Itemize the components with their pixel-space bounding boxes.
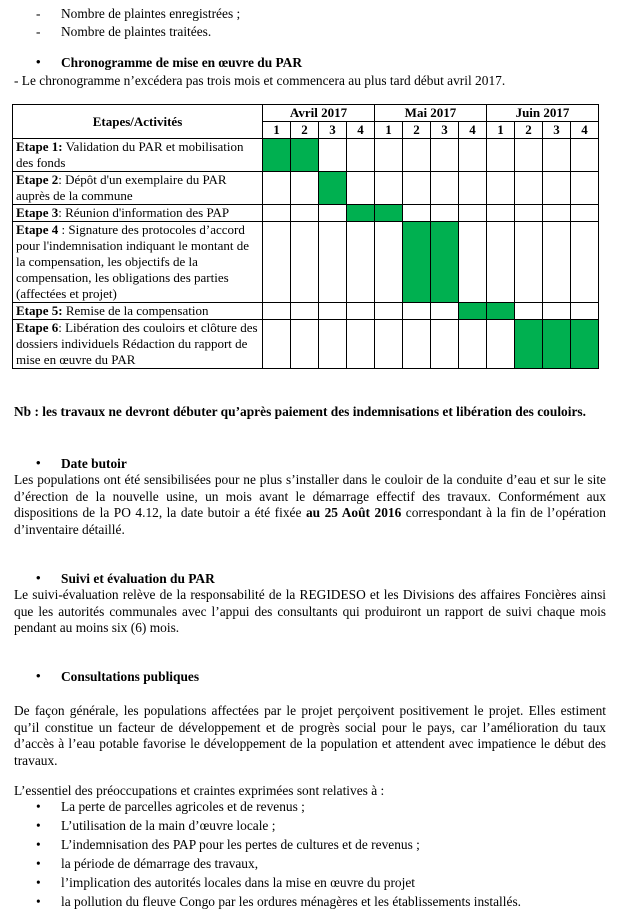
gantt-empty-cell [347, 303, 375, 320]
gantt-empty-cell [515, 205, 543, 222]
gantt-empty-cell [291, 205, 319, 222]
bullet-icon: • [36, 894, 41, 909]
gantt-empty-cell [487, 172, 515, 205]
gantt-empty-cell [487, 222, 515, 303]
gantt-empty-cell [347, 139, 375, 172]
gantt-empty-cell [347, 222, 375, 303]
gantt-empty-cell [263, 320, 291, 369]
table-row [13, 139, 599, 172]
gantt-empty-cell [263, 303, 291, 320]
gantt-bar-cell [263, 139, 291, 172]
gantt-bar-cell [319, 172, 347, 205]
gantt-empty-cell [263, 172, 291, 205]
week-header: 2 [291, 122, 319, 139]
consultations-paragraph: De façon générale, les populations affectées par le projet perçoivent positivement le projet. Elles estiment qu’il constitue un facteur de développement et de progrès social pour le pays, car l’amélioration du taux d’accès à l’eau potable favorise le développement de la population et attendent avec impatience le début des travaux. [14, 703, 606, 768]
gantt-empty-cell [403, 320, 431, 369]
gantt-empty-cell [319, 222, 347, 303]
week-header: 3 [431, 122, 459, 139]
dash-marker: - [36, 6, 41, 21]
bullet-icon: • [36, 856, 41, 871]
gantt-empty-cell [403, 172, 431, 205]
dash-marker: - [36, 24, 41, 39]
date-butoir-paragraph: Les populations ont été sensibilisées pour ne plus s’installer dans le couloir de la conduite d’eau et sur le site d’érection de la nouvelle usine, un mois avant le démarrage effectif des travaux. Conformément aux dispositions de la PO 4.12, la date butoir a été fixée au 25 Août 2016 correspondant à la fin de l’opération d’inventaire détaillé. [14, 472, 607, 537]
week-header: 4 [571, 122, 599, 139]
gantt-empty-cell [431, 320, 459, 369]
gantt-empty-cell [347, 172, 375, 205]
table-row [13, 222, 599, 303]
gantt-empty-cell [403, 205, 431, 222]
week-header: 2 [515, 122, 543, 139]
week-header: 3 [319, 122, 347, 139]
gantt-empty-cell [291, 222, 319, 303]
gantt-bar-cell [571, 320, 599, 369]
gantt-empty-cell [375, 303, 403, 320]
gantt-empty-cell [431, 139, 459, 172]
gantt-empty-cell [431, 205, 459, 222]
gantt-empty-cell [459, 320, 487, 369]
gantt-empty-cell [571, 222, 599, 303]
gantt-empty-cell [571, 303, 599, 320]
gantt-empty-cell [487, 205, 515, 222]
gantt-empty-cell [571, 172, 599, 205]
gantt-bar-cell [459, 303, 487, 320]
gantt-empty-cell [431, 172, 459, 205]
gantt-empty-cell [571, 139, 599, 172]
activity-cell: Etape 3: Réunion d'information des PAP [13, 205, 263, 222]
week-header: 2 [403, 122, 431, 139]
bullet-icon: • [36, 818, 41, 833]
gantt-empty-cell [459, 139, 487, 172]
header-activities: Etapes/Activités [13, 105, 263, 139]
gantt-empty-cell [319, 205, 347, 222]
activity-cell: Etape 1: Validation du PAR et mobilisation des fonds [13, 139, 263, 172]
gantt-empty-cell [543, 139, 571, 172]
gantt-empty-cell [459, 222, 487, 303]
week-header: 4 [459, 122, 487, 139]
header-month: Avril 2017 [263, 105, 375, 122]
gantt-empty-cell [515, 172, 543, 205]
gantt-empty-cell [515, 303, 543, 320]
gantt-empty-cell [375, 172, 403, 205]
bullet-icon: • [36, 455, 41, 470]
bullet-icon: • [36, 799, 41, 814]
gantt-empty-cell [487, 139, 515, 172]
table-row [13, 205, 599, 222]
gantt-bar-cell [487, 303, 515, 320]
activity-cell: Etape 6: Libération des couloirs et clôture des dossiers individuels Rédaction du rapport de mise en œuvre du PAR [13, 320, 263, 369]
table-row [13, 303, 599, 320]
bullet-icon: • [36, 570, 41, 585]
gantt-empty-cell [319, 320, 347, 369]
gantt-empty-cell [263, 222, 291, 303]
week-header: 1 [375, 122, 403, 139]
header-month: Mai 2017 [375, 105, 487, 122]
bullet-icon: • [36, 668, 41, 683]
week-header: 3 [543, 122, 571, 139]
concerns-intro: L’essentiel des préoccupations et craintes exprimées sont relatives à : [14, 783, 385, 798]
gantt-bar-cell [543, 320, 571, 369]
gantt-empty-cell [431, 303, 459, 320]
gantt-empty-cell [291, 172, 319, 205]
gantt-empty-cell [459, 172, 487, 205]
gantt-empty-cell [319, 139, 347, 172]
gantt-bar-cell [347, 205, 375, 222]
table-row [13, 172, 599, 205]
gantt-empty-cell [459, 205, 487, 222]
activity-cell: Etape 4 : Signature des protocoles d’accord pour l'indemnisation indiquant le montant de la compensation, les objectifs de la compensation, les obligations des parties (affectées et projet) [13, 222, 263, 303]
gantt-empty-cell [515, 222, 543, 303]
week-header: 1 [487, 122, 515, 139]
gantt-empty-cell [291, 303, 319, 320]
table-row [13, 320, 599, 369]
gantt-bar-cell [515, 320, 543, 369]
header-month: Juin 2017 [487, 105, 599, 122]
gantt-empty-cell [543, 172, 571, 205]
suivi-paragraph: Le suivi-évaluation relève de la responsabilité de la REGIDESO et les Divisions des affaires Foncières ainsi que les autorités communales avec l’appui des consultants qui produiront un rapport de suivi chaque mois pendant au moins six (6) mois. [14, 587, 606, 635]
gantt-empty-cell [375, 139, 403, 172]
gantt-empty-cell [319, 303, 347, 320]
gantt-empty-cell [543, 222, 571, 303]
gantt-empty-cell [515, 139, 543, 172]
nb-note: Nb : les travaux ne devront débuter qu’après paiement des indemnisations et libération des couloirs. [14, 404, 586, 419]
bullet-icon: • [36, 875, 41, 890]
week-header: 4 [347, 122, 375, 139]
gantt-empty-cell [347, 320, 375, 369]
gantt-empty-cell [375, 320, 403, 369]
bullet-icon: • [36, 837, 41, 852]
activity-cell: Etape 2: Dépôt d'un exemplaire du PAR auprès de la commune [13, 172, 263, 205]
gantt-bar-cell [403, 222, 431, 303]
gantt-empty-cell [291, 320, 319, 369]
week-header: 1 [263, 122, 291, 139]
chrono-intro: - Le chronogramme n’excédera pas trois mois et commencera au plus tard début avril 2017. [14, 73, 506, 88]
gantt-table [12, 104, 599, 369]
gantt-bar-cell [291, 139, 319, 172]
gantt-empty-cell [403, 303, 431, 320]
gantt-empty-cell [543, 303, 571, 320]
gantt-empty-cell [571, 205, 599, 222]
gantt-empty-cell [403, 139, 431, 172]
gantt-bar-cell [375, 205, 403, 222]
gantt-empty-cell [375, 222, 403, 303]
activity-cell: Etape 5: Remise de la compensation [13, 303, 263, 320]
gantt-empty-cell [487, 320, 515, 369]
gantt-bar-cell [431, 222, 459, 303]
gantt-empty-cell [263, 205, 291, 222]
gantt-empty-cell [543, 205, 571, 222]
bullet-icon: • [36, 54, 41, 69]
